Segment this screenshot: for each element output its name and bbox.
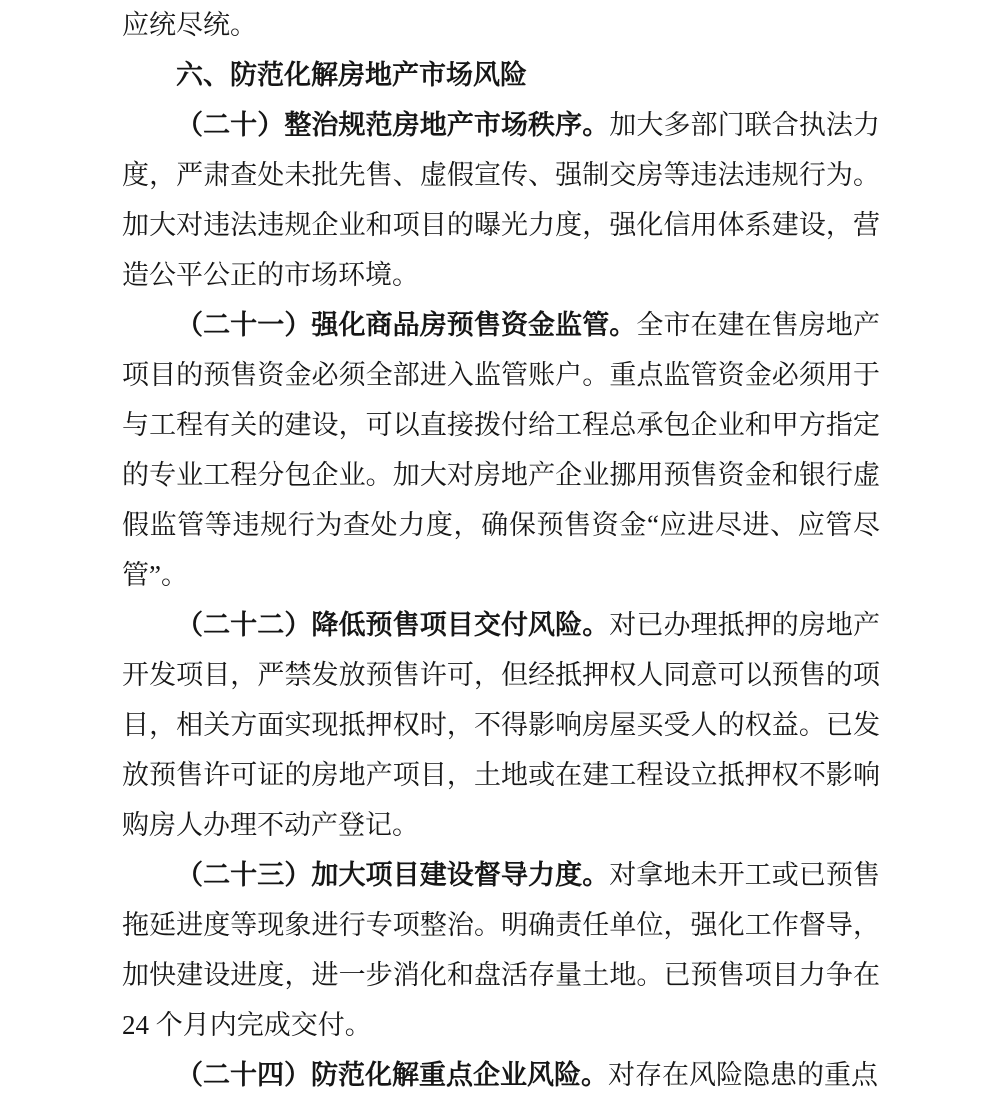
paragraph-lead: （二十）整治规范房地产市场秩序。 — [176, 110, 610, 140]
numbered-paragraph — [122, 600, 880, 850]
paragraph-lead: （二十一）强化商品房预售资金监管。 — [176, 310, 637, 340]
numbered-paragraph — [122, 850, 880, 1050]
paragraph-lead: （二十四）防范化解重点企业风险。 — [176, 1060, 608, 1090]
paragraph-body: 对存在风险隐患的重点 — [608, 1060, 878, 1090]
paragraph-body: 对已办理抵押的房地产开发项目，严禁发放预售许可，但经抵押权人同意可以预售的项目，相关方面实现抵押权时，不得影响房屋买受人的权益。已发放预售许可证的房地产项目，土地或在建工程设立抵押权不影响购房人办理不动产登记。 — [122, 610, 881, 840]
paragraph-lead: （二十三）加大项目建设督导力度。 — [176, 860, 610, 890]
paragraph-body: 对拿地未开工或已预售拖延进度等现象进行专项整治。明确责任单位，强化工作督导，加快建设进度，进一步消化和盘活存量土地。已预售项目力争在 24 个月内完成交付。 — [122, 860, 881, 1040]
paragraph-continuation: 应统尽统。 — [122, 10, 257, 40]
numbered-paragraph — [122, 100, 880, 300]
numbered-paragraph — [122, 300, 880, 600]
section-heading: 六、防范化解房地产市场风险 — [176, 60, 527, 90]
document-content — [122, 0, 880, 1100]
numbered-paragraph — [122, 1050, 880, 1100]
paragraph-body: 全市在建在售房地产项目的预售资金必须全部进入监管账户。重点监管资金必须用于与工程有关的建设，可以直接拨付给工程总承包企业和甲方指定的专业工程分包企业。加大对房地产企业挪用预售资金和银行虚假监管等违规行为查处力度，确保预售资金“应进尽进、应管尽管”。 — [122, 310, 880, 590]
paragraph-body: 加大多部门联合执法力度，严肃查处未批先售、虚假宣传、强制交房等违法违规行为。加大对违法违规企业和项目的曝光力度，强化信用体系建设，营造公平公正的市场环境。 — [122, 110, 881, 290]
paragraph-list — [122, 100, 880, 1100]
paragraph-lead: （二十二）降低预售项目交付风险。 — [176, 610, 610, 640]
